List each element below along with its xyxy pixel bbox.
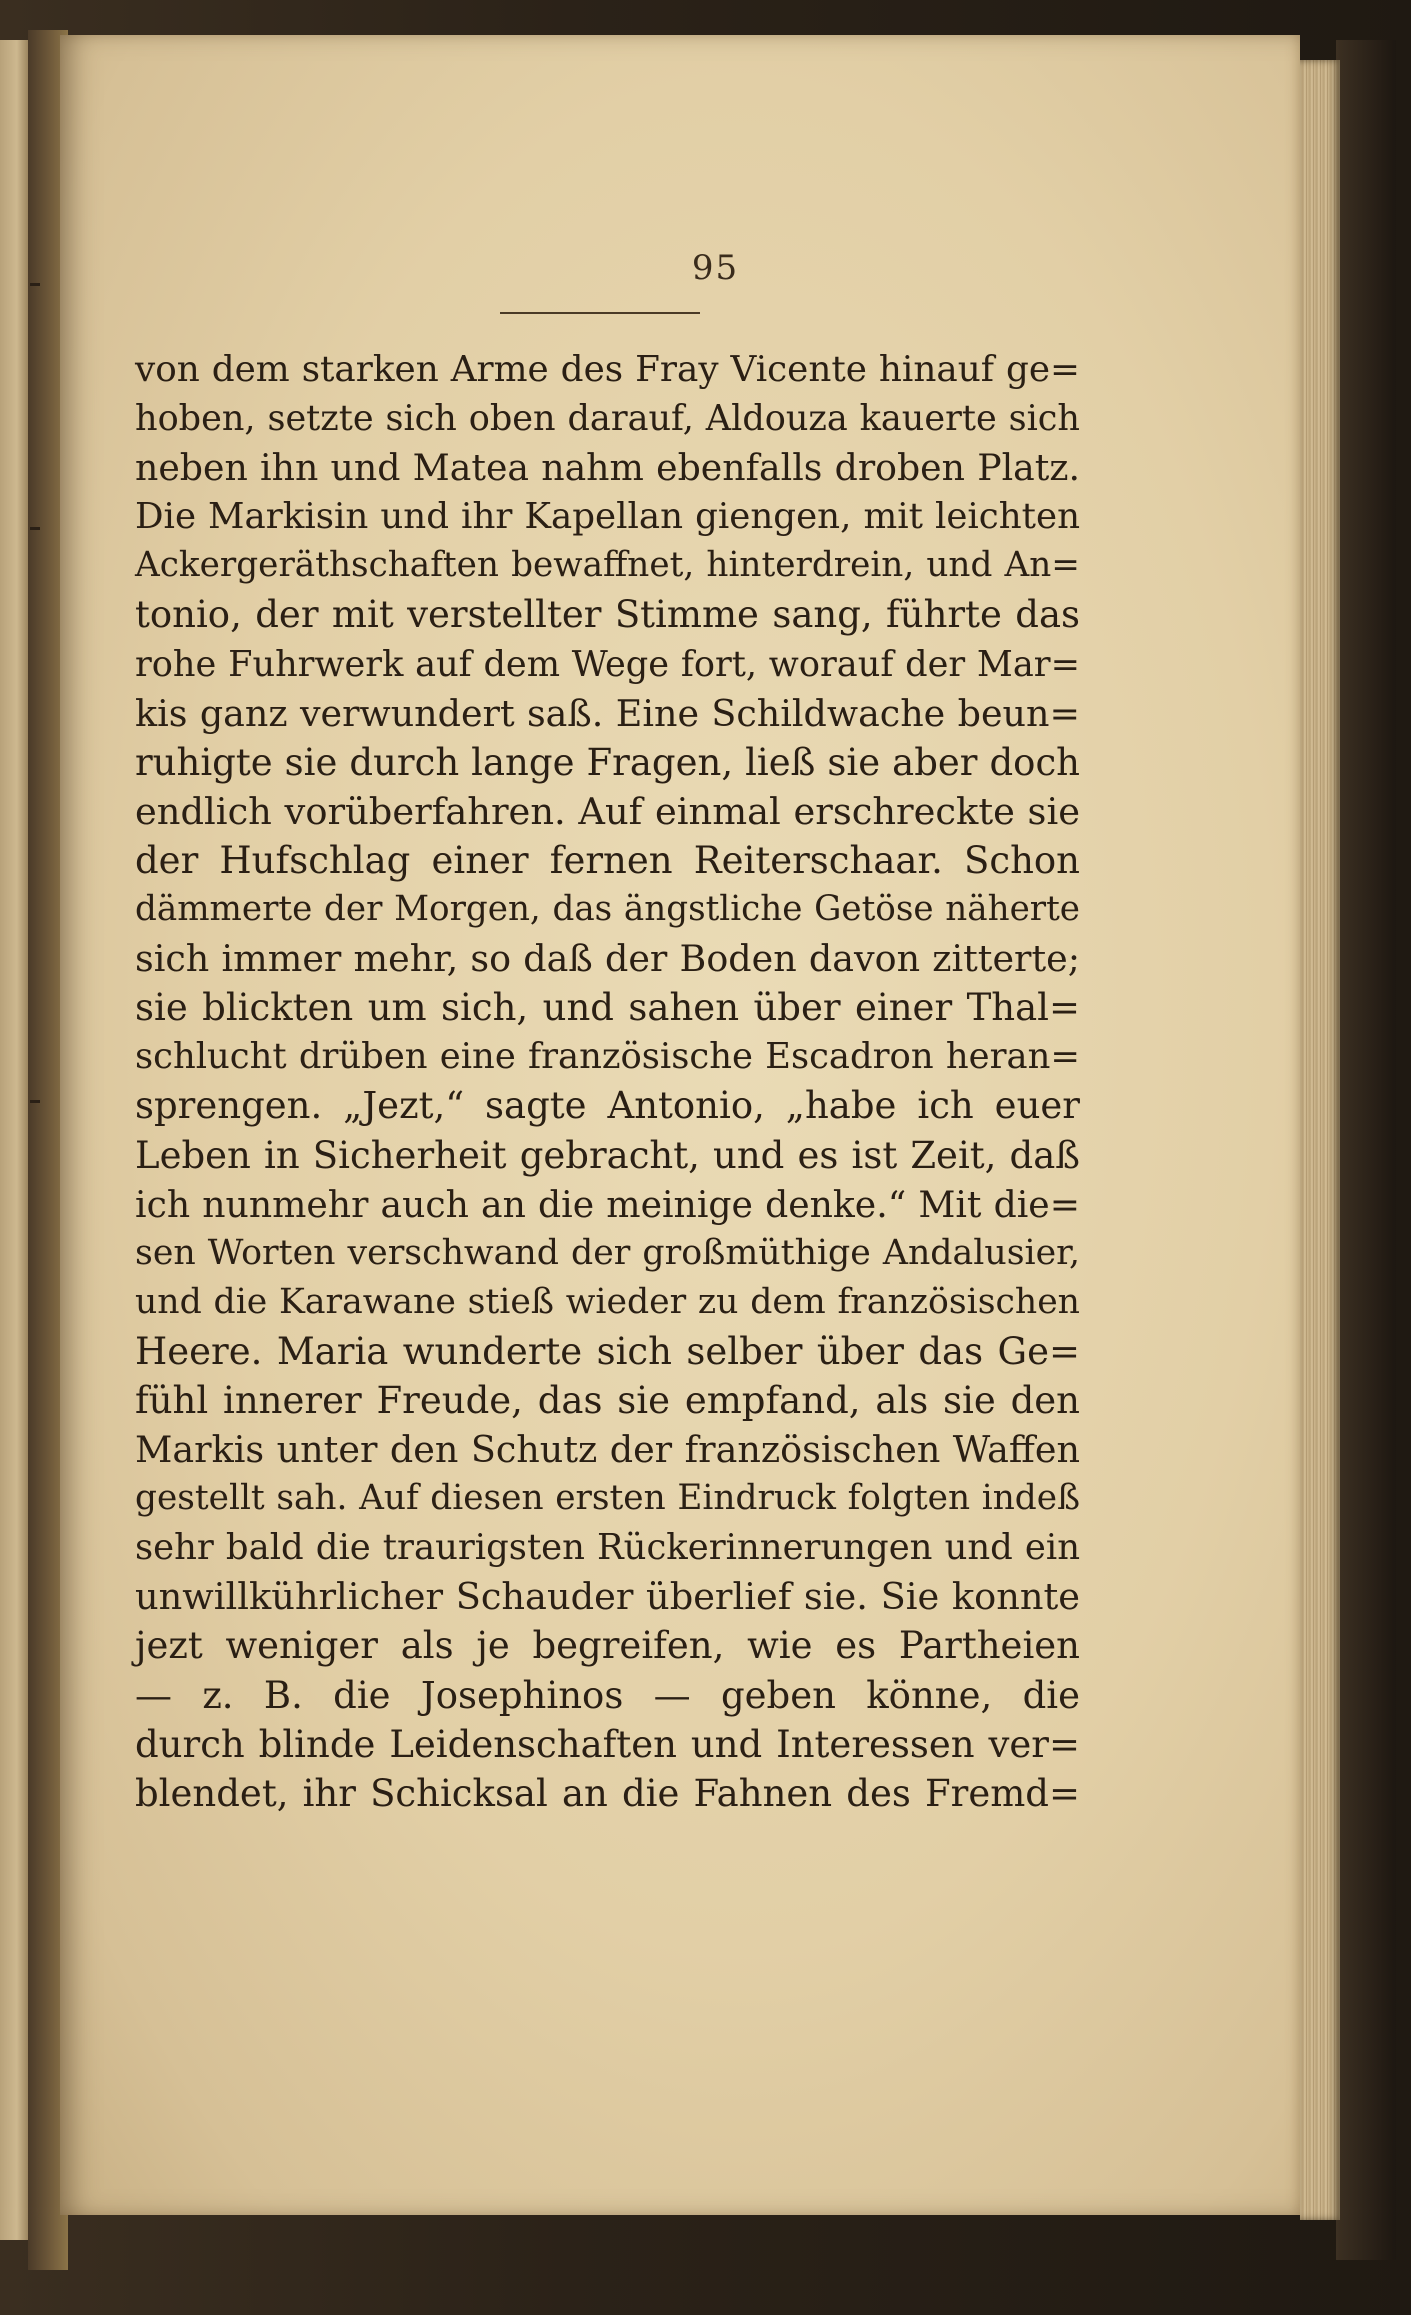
margin-mark <box>30 527 40 530</box>
text-line: neben ihn und Matea nahm ebenfalls droben Platz. <box>135 446 1080 490</box>
text-line: rohe Fuhrwerk auf dem Wege fort, worauf der Mar= <box>135 643 1080 685</box>
previous-page-edge <box>0 40 28 2240</box>
text-line: — z. B. die Josephinos — geben könne, die <box>135 1673 1080 1717</box>
text-line: Ackergeräthschaften bewaffnet, hinterdrein, und An= <box>135 545 1080 586</box>
text-line: Markis unter den Schutz der französischen Waffen <box>135 1428 1080 1472</box>
header-rule <box>500 312 700 314</box>
text-line: sich immer mehr, so daß der Boden davon zitterte; <box>135 937 1080 981</box>
text-line: der Hufschlag einer fernen Reiterschaar. Schon <box>135 838 1080 882</box>
text-line: hoben, setzte sich oben darauf, Aldouza kauerte sich <box>135 398 1080 440</box>
page-number: 95 <box>691 248 740 288</box>
text-line: fühl innerer Freude, das sie empfand, als sie den <box>135 1378 1080 1422</box>
text-line: dämmerte der Morgen, das ängstliche Getöse näherte <box>135 889 1080 930</box>
text-line: Heere. Maria wunderte sich selber über das Ge= <box>135 1329 1080 1373</box>
text-line: und die Karawane stieß wieder zu dem französischen <box>135 1281 1080 1322</box>
text-line: jezt weniger als je begreifen, wie es Partheien <box>135 1624 1080 1668</box>
text-line: sehr bald die traurigsten Rückerinnerungen und ein <box>135 1527 1080 1569</box>
text-line: sie blickten um sich, und sahen über einer Thal= <box>135 986 1080 1030</box>
text-line: Leben in Sicherheit gebracht, und es ist Zeit, daß <box>135 1133 1080 1177</box>
text-line: sen Worten verschwand der großmüthige Andalusier, <box>135 1232 1080 1273</box>
text-line: sprengen. „Jezt,“ sagte Antonio, „habe ich euer <box>135 1084 1080 1128</box>
text-line: blendet, ihr Schicksal an die Fahnen des Fremd= <box>135 1771 1080 1815</box>
text-line: ruhigte sie durch lange Fragen, ließ sie aber doch <box>135 740 1080 784</box>
text-line: gestellt sah. Auf diesen ersten Eindruck folgten indeß <box>135 1478 1080 1519</box>
text-line: durch blinde Leidenschaften und Interessen ver= <box>135 1722 1080 1766</box>
text-line: ich nunmehr auch an die meinige denke.“ Mit die= <box>135 1182 1080 1226</box>
body-text <box>135 345 1080 1818</box>
page-stack-edges <box>1300 60 1340 2220</box>
book-cover-edge <box>1336 40 1396 2260</box>
margin-mark <box>30 1100 40 1103</box>
text-line: tonio, der mit verstellter Stimme sang, führte das <box>135 593 1080 637</box>
text-line: kis ganz verwundert saß. Eine Schildwache beun= <box>135 691 1080 735</box>
text-line: unwillkührlicher Schauder überlief sie. Sie konnte <box>135 1575 1080 1619</box>
text-line: endlich vorüberfahren. Auf einmal erschreckte sie <box>135 789 1080 833</box>
text-line: Die Markisin und ihr Kapellan giengen, mit leichten <box>135 496 1080 538</box>
text-line: schlucht drüben eine französische Escadron heran= <box>135 1036 1080 1078</box>
text-line: von dem starken Arme des Fray Vicente hinauf ge= <box>135 349 1080 390</box>
